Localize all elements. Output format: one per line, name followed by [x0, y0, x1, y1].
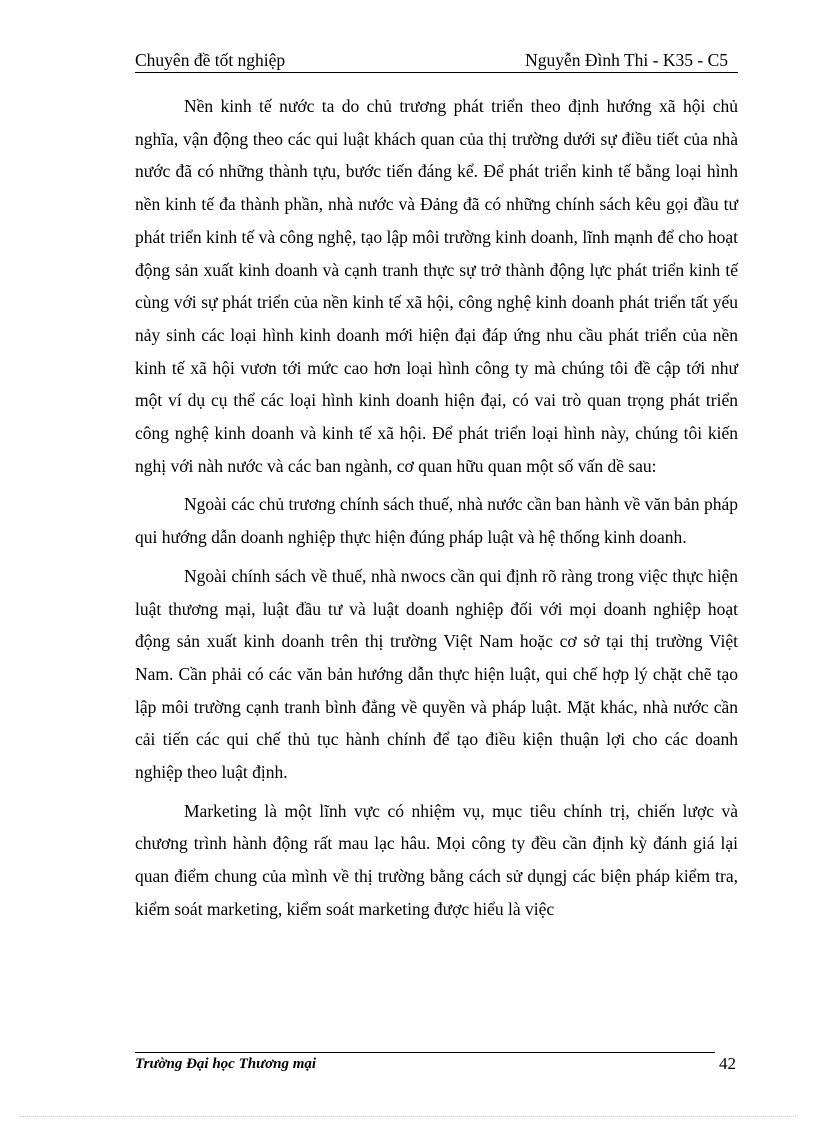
document-type: Chuyên đề tốt nghiệp	[135, 50, 286, 70]
author-info: Nguyễn Đình Thi - K35 - C5	[525, 50, 728, 70]
page-bottom-edge	[20, 1116, 796, 1117]
page-number: 42	[719, 1054, 736, 1073]
paragraph: Ngoài chính sách về thuế, nhà nwocs cần qui định rõ ràng trong việc thực hiện luật thương mại, luật đầu tư và luật doanh nghiệp đối với mọi doanh nghiệp hoạt động sản xuất kinh doanh trên thị trường Việt Nam hoặc cơ sở tại thị trường Việt Nam. Cần phải có các văn bản hướng dẫn thực hiện luật, qui chế hợp lý chặt chẽ tạo lập môi trường cạnh tranh bình đẳng về quyền và pháp luật. Mặt khác, nhà nước cần cải tiến các qui chế thủ tục hành chính để tạo điều kiện thuận lợi cho các doanh nghiệp theo luật định.	[135, 565, 738, 783]
page-header	[135, 48, 738, 73]
footer-divider	[135, 1052, 715, 1053]
paragraph: Nền kinh tế nước ta do chủ trương phát triển theo định hướng xã hội chủ nghĩa, vận động theo các qui luật khách quan của thị trường dưới sự điều tiết của nhà nước đã có những thành tựu, bước tiến đáng kể. Để phát triển kinh tế bằng loại hình nền kinh tế đa thành phần, nhà nước và Đảng đã có những chính sách kêu gọi đầu tư phát triển kinh tế và công nghệ, tạo lập môi trường kinh doanh, lĩnh mạnh để cho hoạt động sản xuất kinh doanh và cạnh tranh thực sự trở thành động lực phát triển kinh tế cùng với sự phát triển của nền kinh tế xã hội, công nghệ kinh doanh phát triển tất yếu nảy sinh các loại hình kinh doanh mới hiện đại đáp ứng nhu cầu phát triển của nền kinh tế xã hội vươn tới mức cao hơn loại hình công ty mà chúng tôi đề cập tới như một ví dụ cụ thể các loại hình kinh doanh hiện đại, có vai trò quan trọng phát triển công nghệ kinh doanh và kinh tế xã hội. Để phát triển loại hình này, chúng tôi kiến nghị với nàh nước và các ban ngành, cơ quan hữu quan một số vấn dề sau:	[135, 96, 738, 476]
footer-school-name: Trường Đại học Thương mại	[135, 1056, 317, 1072]
paragraph: Ngoài các chủ trương chính sách thuế, nhà nước cần ban hành về văn bản pháp qui hướng dẫn doanh nghiệp thực hiện đúng pháp luật và hệ thống kinh doanh.	[135, 494, 738, 548]
body-text	[135, 90, 738, 932]
paragraph: Marketing là một lĩnh vực có nhiệm vụ, mục tiêu chính trị, chiến lược và chương trình hành động rất mau lạc hâu. Mọi công ty đều cần định kỳ đánh giá lại quan điểm chung của mình về thị trường bằng cách sử dụngj các biện pháp kiểm tra, kiểm soát marketing, kiểm soát marketing được hiểu là việc	[135, 800, 738, 919]
